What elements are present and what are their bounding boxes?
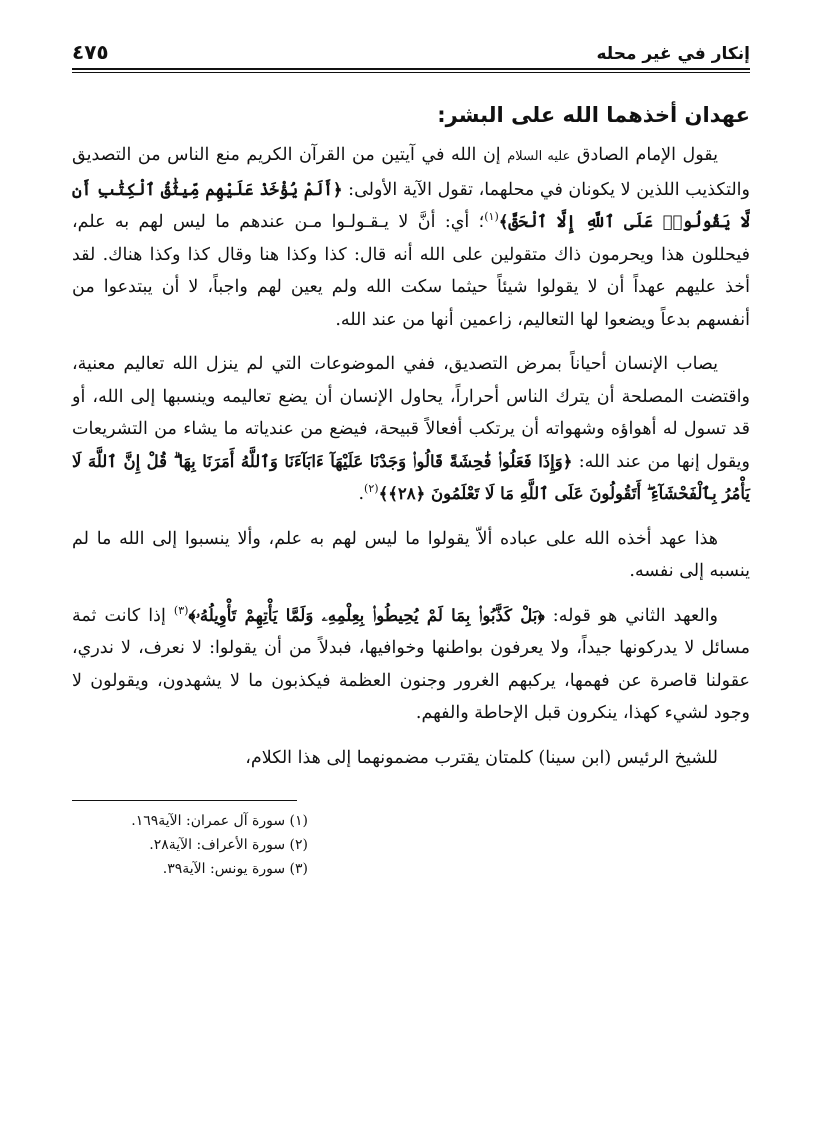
- paragraph-4-text-a: والعهد الثاني هو قوله:: [544, 605, 719, 626]
- quran-verse-3: ﴿بَلْ كَذَّبُوا۟ بِمَا لَمْ يُحِيطُوا۟ بِعِلْمِهِۦ وَلَمَّا يَأْتِهِمْ تَأْوِيلُهُۥ﴾: [188, 605, 545, 625]
- paragraph-3-text: هذا عهد أخذه الله على عباده ألاّ يقولوا ما ليس لهم به علم، وألا ينسبوا إلى الله ما لم ينسبه إلى نفسه.: [72, 528, 750, 581]
- header-rule-thin: [72, 72, 750, 73]
- honorific-mark: عليه السلام: [507, 149, 571, 164]
- footnote-ref-2: (٢): [364, 482, 379, 496]
- footnote-rule: [72, 800, 297, 801]
- paragraph-2: [72, 348, 750, 511]
- paragraph-4-text-b: إذا كانت ثمة مسائل لا يدركونها جيداً، ولا يعرفون بواطنها وخوافيها، فبدلاً من أن يقولوا: لا نعرف، لا ندري، عقولنا قاصرة عن فهمها، يركبهم الغرور وجنون العظمة فيكذبون ما لا يشهدون، ويقولون لا وجود لشيء كهذا، ينكرون قبل الإحاطة والفهم.: [72, 605, 750, 723]
- paragraph-5-text: للشيخ الرئيس (ابن سينا) كلمتان يقترب مضمونهما إلى هذا الكلام،: [245, 747, 718, 768]
- footnote-1: (١) سورة آل عمران: الآية١٦٩.: [131, 813, 308, 829]
- paragraph-4: [72, 600, 750, 730]
- footnote-ref-1: (١): [484, 210, 499, 224]
- paragraph-2-text-b: .: [358, 484, 365, 504]
- running-title: إنكار في غير محله: [596, 44, 750, 64]
- paragraph-2-text-a: يصاب الإنسان أحياناً بمرض التصديق، ففي الموضوعات التي لم ينزل الله تعاليم معنية، واقتضت المصلحة أن يترك الناس أحراراً، يحاول الإنسان أن يضع تعاليمه وينسبها إلى الله، أو قد تسول له أهواؤه وشهواته أن يرتكب أفعالاً قبيحة، فيضع من عندياته ما يشاء من التشريعات ويقول إنها من عند الله:: [72, 354, 750, 472]
- footnote-3: (٣) سورة يونس: الآية٣٩.: [162, 861, 308, 877]
- paragraph-1-text-c: ؛ أي: أنَّ لا يـقـولـوا مـن عندهم ما ليس لهم به علم، فيحللون هذا ويحرمون ذاك متقولين على الله أنه قال: كذا وكذا هنا وقال كذا وكذا هناك. لقد أخذ عليهم عهداً أن لا يقولوا شيئاً حيثما سكت الله ولم يعين لهم واجباً، لا أن يبتدعوا من أنفسهم بدعاً ويضعوا لها التعاليم، زاعمين أنها من عند الله.: [72, 212, 750, 330]
- quran-verse-1: ﴿أَلَمْ يُؤْخَذْ عَلَيْهِم مِّيثَٰقُ ٱلْكِتَٰبِ أَن لَّا يَقُولُوا۟ عَلَى ٱللَّهِ إِلَّا ٱلْحَقَّ﴾: [72, 179, 750, 231]
- footnote-ref-3: (٣): [173, 603, 189, 617]
- paragraph-1: [72, 139, 750, 336]
- section-title: عهدان أخذهما الله على البشر:: [437, 103, 750, 127]
- paragraph-3: [72, 523, 750, 588]
- book-page: [72, 30, 750, 881]
- header-rule-thick: [72, 68, 750, 70]
- paragraph-5: [72, 742, 750, 775]
- paragraph-1-text-b: إن الله في آيتين من القرآن الكريم منع الناس من التصديق والتكذيب اللذين لا يكونان في محلهما، تقول الآية الأولى:: [72, 145, 750, 200]
- page-number: ٤٧٥: [72, 40, 109, 64]
- footnote-2: (٢) سورة الأعراف: الآية٢٨.: [149, 837, 308, 853]
- running-header: [72, 30, 750, 64]
- quran-verse-2: ﴿وَإِذَا فَعَلُوا۟ فَٰحِشَةً قَالُوا۟ وَجَدْنَا عَلَيْهَآ ءَابَآءَنَا وَٱللَّهُ أَمَرَنَا بِهَا ۗ قُلْ إِنَّ ٱللَّهَ لَا يَأْمُرُ بِٱلْفَحْشَآءِ ۖ أَتَقُولُونَ عَلَى ٱللَّهِ مَا لَا تَعْلَمُونَ ﴿٢٨﴾﴾: [72, 451, 750, 503]
- paragraph-1-text-a: يقول الإمام الصادق: [576, 145, 718, 165]
- footnotes: [72, 809, 308, 881]
